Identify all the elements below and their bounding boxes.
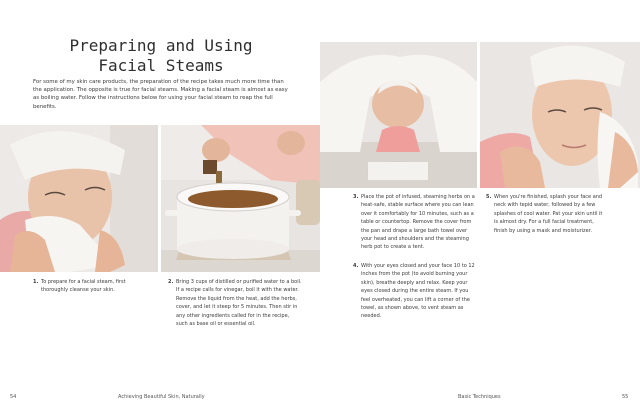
step-1-text: To prepare for a facial steam, first thoroughly cleanse your skin.: [41, 279, 126, 294]
photo-pat-dry: [480, 42, 640, 188]
step-5: [486, 193, 606, 235]
left-page-number: 54: [10, 394, 17, 400]
step-2: [168, 278, 302, 328]
step-4-number: 4.: [353, 263, 359, 269]
step-3-text: Place the pot of infused, steaming herbs on a heat-safe, stable surface where you can lean over it comfortably for 10 minutes, such as a table or countertop. Remove the cover from the pan and drape a large bath towel over your head and shoulders and the steaming herb pot to create a tent.: [361, 194, 475, 251]
right-page: [320, 0, 640, 411]
step-1: [33, 278, 151, 295]
page-title: [30, 36, 292, 76]
right-running-title: Basic Techniques: [458, 394, 501, 400]
step-5-number: 5.: [486, 194, 492, 200]
title-line-1: Preparing and Using: [69, 36, 253, 55]
right-page-number: 55: [622, 394, 629, 400]
title-line-2: Facial Steams: [98, 56, 224, 75]
step-4: [353, 262, 477, 321]
photo-steam-tent: [320, 42, 477, 188]
step-1-number: 1.: [33, 279, 39, 285]
step-3: [353, 193, 477, 252]
left-running-title: Achieving Beautiful Skin, Naturally: [118, 394, 205, 400]
step-3-number: 3.: [353, 194, 359, 200]
step-2-number: 2.: [168, 279, 174, 285]
step-2-text: Bring 3 cups of distilled or purified water to a boil. If a recipe calls for vinegar, boil it with the water. Remove the liquid from the heat, add the herbs, cover, and let it steep for 5 minutes. Then stir in any other ingredients called for in the recipe, such as base oil or essential oil.: [176, 279, 302, 328]
step-4-text: With your eyes closed and your face 10 to 12 inches from the pot (to avoid burning your skin), breathe deeply and relax. Keep your eyes closed during the entire steam. If you feel overheated, you can lift a corner of the towel, as shown above, to vent steam as needed.: [361, 263, 475, 320]
photo-cleanse-face: [0, 125, 158, 272]
photo-herbs-pot: [161, 125, 320, 272]
intro-paragraph: For some of my skin care products, the preparation of the recipe takes much more time than the application. The opposite is true for facial steams. Making a facial steam is almost as easy as boiling water. Follow the instructions below for using your facial steam to reap the full benefits.: [33, 79, 288, 110]
step-5-text: When you're finished, splash your face and neck with tepid water, followed by a few splashes of cool water. Pat your skin until it is almost dry. For a full facial treatment, finish by using a mask and moisturizer.: [494, 194, 603, 234]
